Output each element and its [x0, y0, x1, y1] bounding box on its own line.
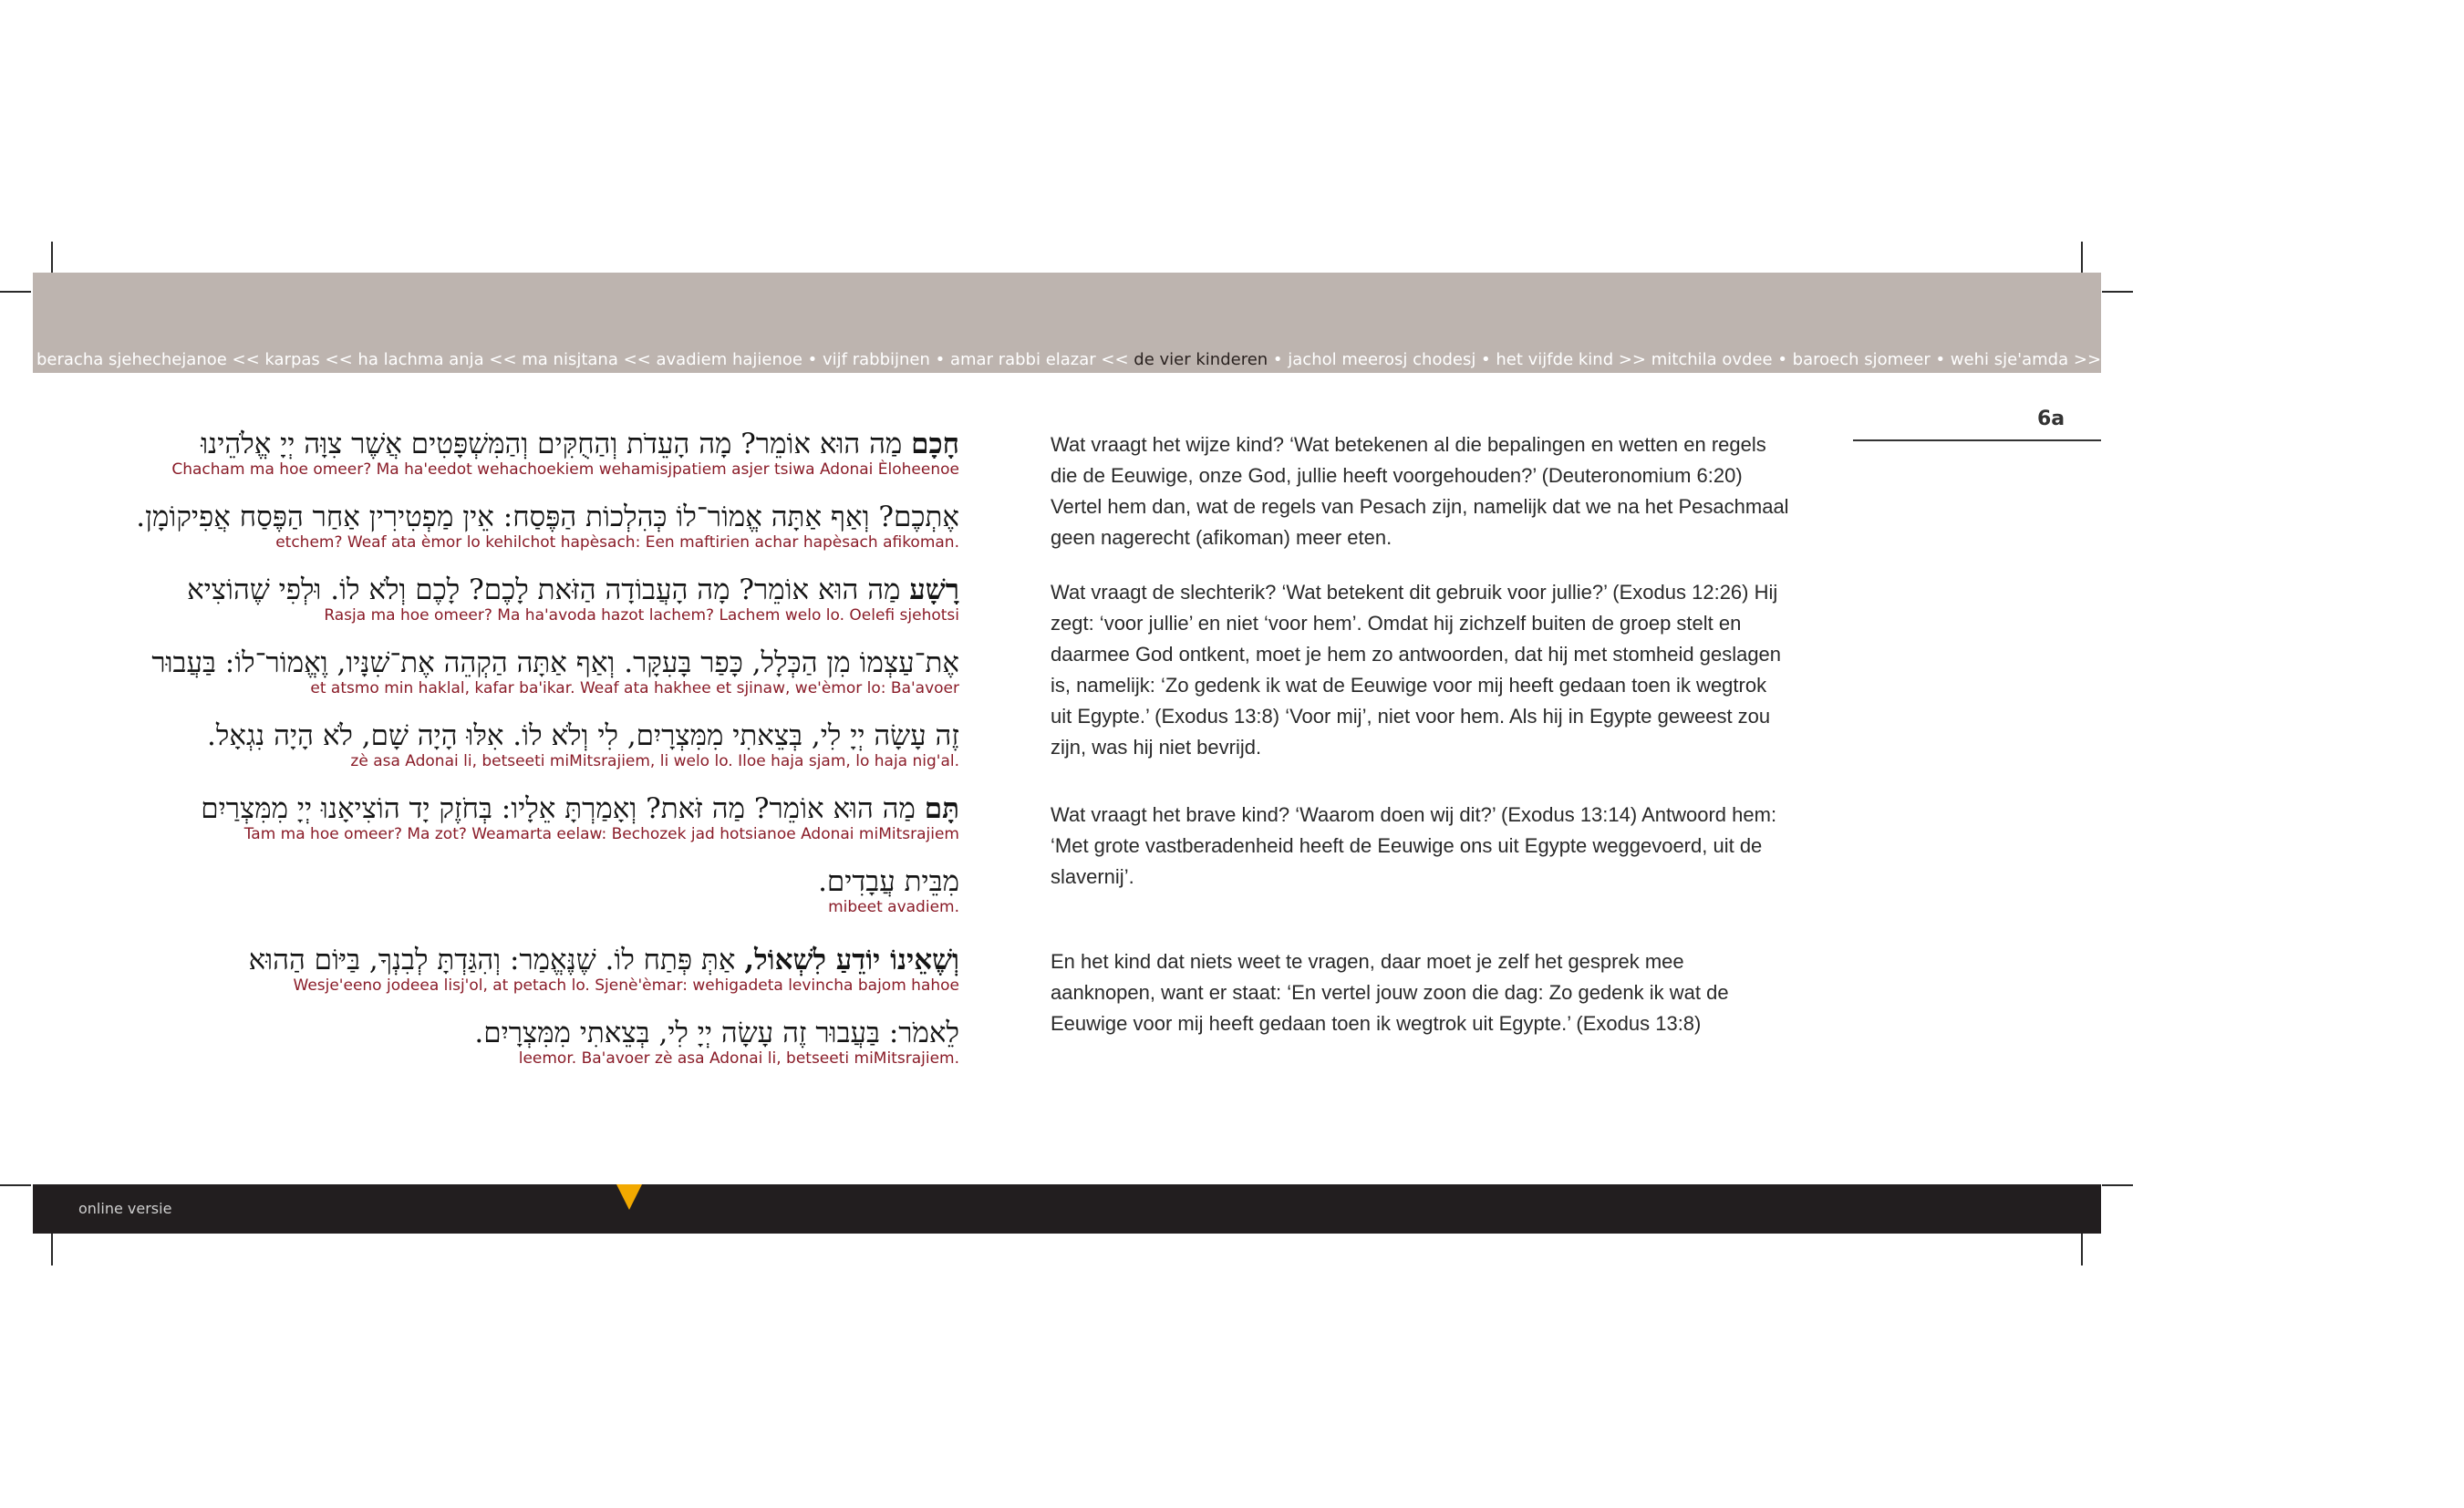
paragraph-wicked-child: Wat vraagt de slechterik? ‘Wat betekent dit gebruik voor jullie?’ (Exodus 12:26) Hij zegt: ‘voor jullie’ en niet ‘voor hem’. Omdat hij zichzelf buiten de groep stelt en daarmee God ontkent, moet je hem zo antwoorden, dat hij met stomheid geslagen is, namelijk: ‘Zo gedenk ik wat de Eeuwige voor mij heeft gedaan toen ik wegtrok uit Egypte.’ (Exodus 13:8) ‘Voor mij’, niet voor hem. Als hij in Egypte geweest zou zijn, was hij niet bevrijd.: [1051, 581, 1782, 759]
breadcrumb-current: de vier kinderen: [1134, 350, 1268, 369]
hebrew-bold: תָּם: [924, 792, 959, 825]
crop-mark: [0, 291, 31, 293]
hebrew-text: מַה הוּא אוֹמֵר? מַה זֹּאת? וְאָמַרְתָּ אֵלָיו: בְּחֹזֶק יָד הוֹצִיאָנוּ יְיָ מִמִּצְרַיִם: [201, 792, 925, 825]
hebrew-line: [55, 501, 959, 532]
breadcrumb-before[interactable]: beracha sjehechejanoe << karpas << ha lachma anja << ma nisjtana << avadiem hajienoe • vijf rabbijnen • amar rabbi elazar <<: [36, 350, 1134, 369]
verse: [55, 574, 959, 625]
footer-band: [33, 1184, 2101, 1234]
crop-mark: [2102, 1184, 2133, 1186]
transliteration: zè asa Adonai li, betseeti miMitsrajiem, li welo lo. Iloe haja sjam, lo haja nig'al.: [350, 752, 959, 770]
verse: [55, 866, 959, 917]
hebrew-line: [55, 720, 959, 751]
hebrew-line: [55, 574, 959, 605]
hebrew-line: [55, 647, 959, 678]
crop-mark: [0, 1184, 31, 1186]
paragraph-simple-child: Wat vraagt het brave kind? ‘Waarom doen wij dit?’ (Exodus 13:14) Antwoord hem: ‘Met grote vastberadenheid heeft de Eeuwige ons uit Egypte weggevoerd, uit de slavernij’.: [1051, 803, 1777, 888]
transliteration: Rasja ma hoe omeer? Ma ha'avoda hazot lachem? Lachem welo lo. Oelefi sjehotsi: [324, 606, 959, 625]
crop-mark: [2102, 291, 2133, 293]
hebrew-line: [55, 945, 959, 976]
hebrew-line: [55, 1017, 959, 1048]
transliteration: Chacham ma hoe omeer? Ma ha'eedot wehachoekiem wehamisjpatiem asjer tsiwa Adonai Èloheenoe: [171, 460, 959, 479]
transliteration: Wesje'eeno jodeea lisj'ol, at petach lo. Sjenè'èmar: wehigadeta levincha bajom hahoe: [293, 976, 959, 995]
crop-mark: [51, 1229, 53, 1265]
hebrew-text: מַה הוּא אוֹמֵר? מָה הָעֲבוֹדָה הַזֹּאת לָכֶם? לָכֶם וְלֹא לוֹ. וּלְפִי שֶׁהוֹצִיא: [187, 573, 910, 606]
hebrew-text: מַה הוּא אוֹמֵר? מָה הָעֵדֹת וְהַחֻקִּים וְהַמִּשְׁפָּטִים אֲשֶׁר צִוָּה יְיָ אֱלֹהֵינוּ: [201, 428, 912, 460]
verse: [55, 720, 959, 771]
hebrew-text: זֶה עָשָׂה יְיָ לִי, בְּצֵאתִי מִמִּצְרָיִם, לִי וְלֹא לוֹ. אִלּוּ הָיָה שָׁם, לֹא הָיָה נִגְאָל.: [207, 719, 959, 752]
hebrew-text: מִבֵּית עֲבָדִים.: [818, 865, 959, 898]
page-number: 6a: [2037, 408, 2065, 430]
breadcrumb: [36, 349, 2464, 371]
hebrew-text: לֵאמֹר: בַּעֲבוּר זֶה עָשָׂה יְיָ לִי, בְּצֵאתִי מִמִּצְרָיִם.: [474, 1017, 959, 1049]
hebrew-text: אֶתְכֶם? וְאַף אַתָּה אֱמוֹר־לוֹ כְּהִלְכוֹת הַפֶּסַח: אֵין מַפְטִירִין אַחַר הַפֶּסַח אֲפִיקוֹמָן.: [136, 501, 959, 533]
verse: [55, 501, 959, 553]
verse: [55, 793, 959, 844]
transliteration: mibeet avadiem.: [828, 898, 959, 916]
paragraph-wise-child: Wat vraagt het wijze kind? ‘Wat betekenen al die bepalingen en wetten en regels die de Eeuwige, onze God, jullie heeft voorgehouden?’ (Deuteronomium 6:20) Vertel hem dan, wat de regels van Pesach zijn, namelijk dat we na het Pesachmaal geen nagerecht (afikoman) meer eten.: [1051, 433, 1789, 549]
hebrew-line: [55, 429, 959, 460]
transliteration: Tam ma hoe omeer? Ma zot? Weamarta eelaw: Bechozek jad hotsianoe Adonai miMitsrajiem: [243, 825, 959, 843]
breadcrumb-after[interactable]: • jachol meerosj chodesj • het vijfde kind >> mitchila ovdee • baroech sjomeer • wehi sje'amda >> magied >> de plagen • rabbi josee hagalie: [1268, 350, 2464, 369]
hebrew-text: אַתְּ פְּתַח לוֹ. שֶׁנֶּאֱמַר: וְהִגַּדְתָּ לְבִנְךָ, בַּיּוֹם הַהוּא: [248, 944, 745, 976]
hebrew-bold: וְשֶׁאֵינוֹ יוֹדֵעַ לִשְׁאוֹל,: [744, 944, 959, 976]
transliteration: et atsmo min haklal, kafar ba'ikar. Weaf ata hakhee et sjinaw, we'èmor lo: Ba'avoer: [310, 679, 959, 697]
footer-label[interactable]: online versie: [78, 1200, 172, 1217]
hebrew-line: [55, 866, 959, 897]
crop-mark: [2081, 1229, 2083, 1265]
header-band: [33, 273, 2464, 373]
verse: [55, 945, 959, 996]
verse: [55, 1017, 959, 1069]
position-marker-icon: [616, 1184, 642, 1210]
paragraph-silent-child: En het kind dat niets weet te vragen, daar moet je zelf het gesprek mee aanknopen, want er staat: ‘En vertel jouw zoon die dag: Zo gedenk ik wat de Eeuwige voor mij heeft gedaan toen ik wegtrok uit Egypte.’ (Exodus 13:8): [1051, 950, 1729, 1035]
verse: [55, 429, 959, 480]
transliteration: etchem? Weaf ata èmor lo kehilchot hapèsach: Een maftirien achar hapèsach afikoman.: [275, 533, 959, 552]
page-number-rule: [1853, 439, 2101, 441]
hebrew-line: [55, 793, 959, 824]
hebrew-bold: רָשָׁע: [909, 573, 959, 606]
verse: [55, 647, 959, 698]
hebrew-bold: חָכָם: [911, 428, 959, 460]
transliteration: leemor. Ba'avoer zè asa Adonai li, betseeti miMitsrajiem.: [518, 1049, 959, 1068]
hebrew-text: אֶת־עַצְמוֹ מִן הַכְּלָל, כָּפַר בָּעִקָּר. וְאַף אַתָּה הַקְהֵה אֶת־שִׁנָּיו, וֶאֱמוֹר־לוֹ: בַּעֲבוּר: [151, 646, 959, 679]
